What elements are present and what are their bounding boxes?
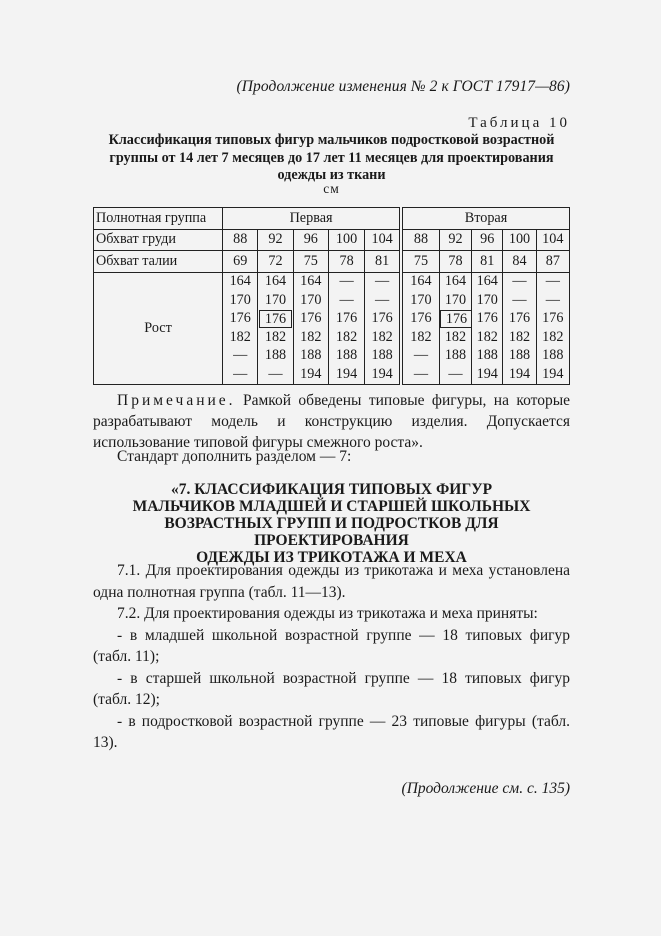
section-title-line: МАЛЬЧИКОВ МЛАДШЕЙ И СТАРШЕЙ ШКОЛЬНЫХ	[132, 498, 531, 515]
waist-cell: 84	[503, 251, 536, 273]
height-cell: —	[503, 291, 536, 310]
chest-cell: 92	[439, 229, 471, 251]
column-header-fullness-group: Полнотная группа	[94, 208, 223, 230]
table-title-line: группы от 14 лет 7 месяцев до 17 лет 11 месяцев для проектирования	[109, 149, 554, 166]
height-cell: —	[258, 365, 293, 384]
height-cell: 176	[293, 310, 328, 329]
height-cell: 182	[258, 328, 293, 347]
height-cell: 188	[536, 347, 569, 366]
list-item-junior: - в младшей школьной возрастной группе — 18 типовых фигур (табл. 11);	[93, 626, 570, 665]
chest-cell: 100	[328, 229, 364, 251]
waist-cell: 81	[365, 251, 401, 273]
section-title-line: ВОЗРАСТНЫХ ГРУПП И ПОДРОСТКОВ ДЛЯ ПРОЕКТИРОВАНИЯ	[164, 515, 499, 549]
height-cell: 176	[223, 310, 258, 329]
height-cell: 182	[293, 328, 328, 347]
height-cell: —	[365, 291, 401, 310]
height-cell: 182	[536, 328, 569, 347]
height-cell: —	[365, 272, 401, 291]
height-cell: —	[401, 347, 439, 366]
height-cell: 182	[365, 328, 401, 347]
note-text: Рамкой обведены типовые фигуры, на которые разрабатывают модель и конструкцию изделия. Допускается использование типовой фигуры смежного роста».	[93, 392, 571, 451]
row-label-height: Рост	[94, 272, 223, 384]
chest-cell: 92	[258, 229, 293, 251]
height-cell: 194	[328, 365, 364, 384]
chest-cell: 96	[293, 229, 328, 251]
height-cell: 182	[472, 328, 503, 347]
table-header-row	[94, 208, 570, 230]
height-rows	[94, 272, 570, 384]
height-cell: 170	[223, 291, 258, 310]
height-cell: 182	[401, 328, 439, 347]
height-cell: 176	[401, 310, 439, 329]
list-item-teen: - в подростковой возрастной группе — 23 типовые фигуры (табл. 13).	[93, 712, 570, 751]
height-cell: 176	[328, 310, 364, 329]
height-cell	[439, 310, 471, 329]
height-cell: 170	[293, 291, 328, 310]
height-cell: 194	[293, 365, 328, 384]
chest-cell: 88	[401, 229, 439, 251]
height-cell: 176	[472, 310, 503, 329]
height-cell: 182	[328, 328, 364, 347]
height-cell: 188	[439, 347, 471, 366]
addition-line: Стандарт дополнить разделом — 7:	[117, 448, 352, 465]
height-cell: 182	[503, 328, 536, 347]
section-title-line: ОДЕЖДЫ ИЗ ТРИКОТАЖА И МЕХА	[196, 549, 467, 566]
waist-row	[94, 251, 570, 273]
row-label-chest: Обхват груди	[94, 229, 223, 251]
height-cell: —	[536, 272, 569, 291]
height-cell: 182	[439, 328, 471, 347]
paragraph-7-1: 7.1. Для проектирования одежды из трикотажа и меха установлена одна полнотная группа (табл. 11—13).	[93, 562, 570, 601]
table-title	[93, 132, 570, 185]
waist-cell: 72	[258, 251, 293, 273]
height-cell: 164	[472, 272, 503, 291]
waist-cell: 69	[223, 251, 258, 273]
section-title	[93, 481, 570, 566]
table-unit: см	[323, 181, 340, 196]
chest-row	[94, 229, 570, 251]
height-cell: —	[536, 291, 569, 310]
height-cell: —	[328, 272, 364, 291]
height-row	[94, 272, 570, 291]
waist-cell: 75	[401, 251, 439, 273]
height-cell: 164	[258, 272, 293, 291]
chest-cell: 100	[503, 229, 536, 251]
height-cell: 188	[293, 347, 328, 366]
height-cell: 188	[472, 347, 503, 366]
height-cell: —	[223, 347, 258, 366]
typical-figure-frame: 176	[440, 310, 472, 328]
waist-cell: 78	[439, 251, 471, 273]
section-title-line: «7. КЛАССИФИКАЦИЯ ТИПОВЫХ ФИГУР	[170, 481, 493, 498]
running-header: (Продолжение изменения № 2 к ГОСТ 17917—86)	[236, 78, 570, 95]
chest-cell: 104	[536, 229, 569, 251]
table-title-line: Классификация типовых фигур мальчиков подростковой возрастной	[108, 132, 555, 148]
chest-cell: 96	[472, 229, 503, 251]
height-cell: —	[328, 291, 364, 310]
height-cell: 164	[401, 272, 439, 291]
height-cell: 194	[503, 365, 536, 384]
height-cell: 170	[401, 291, 439, 310]
list-item-senior: - в старшей школьной возрастной группе — 18 типовых фигур (табл. 12);	[93, 669, 570, 708]
chest-cell: 104	[365, 229, 401, 251]
height-cell: 188	[503, 347, 536, 366]
height-cell	[258, 310, 293, 329]
height-cell: 164	[223, 272, 258, 291]
height-cell: 170	[258, 291, 293, 310]
note-lead: Примечание.	[117, 392, 236, 409]
height-cell: —	[401, 365, 439, 384]
height-cell: 164	[293, 272, 328, 291]
typical-figure-frame: 176	[259, 310, 292, 328]
height-cell: 170	[472, 291, 503, 310]
height-cell: 182	[223, 328, 258, 347]
height-cell: 194	[472, 365, 503, 384]
height-cell: 176	[365, 310, 401, 329]
height-cell: 164	[439, 272, 471, 291]
height-cell: 176	[536, 310, 569, 329]
waist-cell: 87	[536, 251, 569, 273]
height-cell: 176	[503, 310, 536, 329]
height-cell: —	[223, 365, 258, 384]
height-cell: 194	[365, 365, 401, 384]
section-body	[93, 560, 570, 754]
height-cell: —	[439, 365, 471, 384]
chest-cell: 88	[223, 229, 258, 251]
group-header-second: Вторая	[401, 208, 569, 230]
table-number: Таблица 10	[468, 115, 570, 131]
table-title-line: одежды из ткани	[277, 167, 386, 183]
height-cell: —	[503, 272, 536, 291]
size-table	[93, 207, 570, 385]
height-cell: 188	[365, 347, 401, 366]
height-cell: 194	[536, 365, 569, 384]
table-note	[93, 390, 570, 453]
paragraph-7-2: 7.2. Для проектирования одежды из трикотажа и меха приняты:	[117, 605, 538, 622]
height-cell: 188	[328, 347, 364, 366]
height-cell: 170	[439, 291, 471, 310]
group-header-first: Первая	[223, 208, 401, 230]
waist-cell: 78	[328, 251, 364, 273]
waist-cell: 75	[293, 251, 328, 273]
waist-cell: 81	[472, 251, 503, 273]
running-footer: (Продолжение см. с. 135)	[401, 780, 570, 797]
row-label-waist: Обхват талии	[94, 251, 223, 273]
height-cell: 188	[258, 347, 293, 366]
